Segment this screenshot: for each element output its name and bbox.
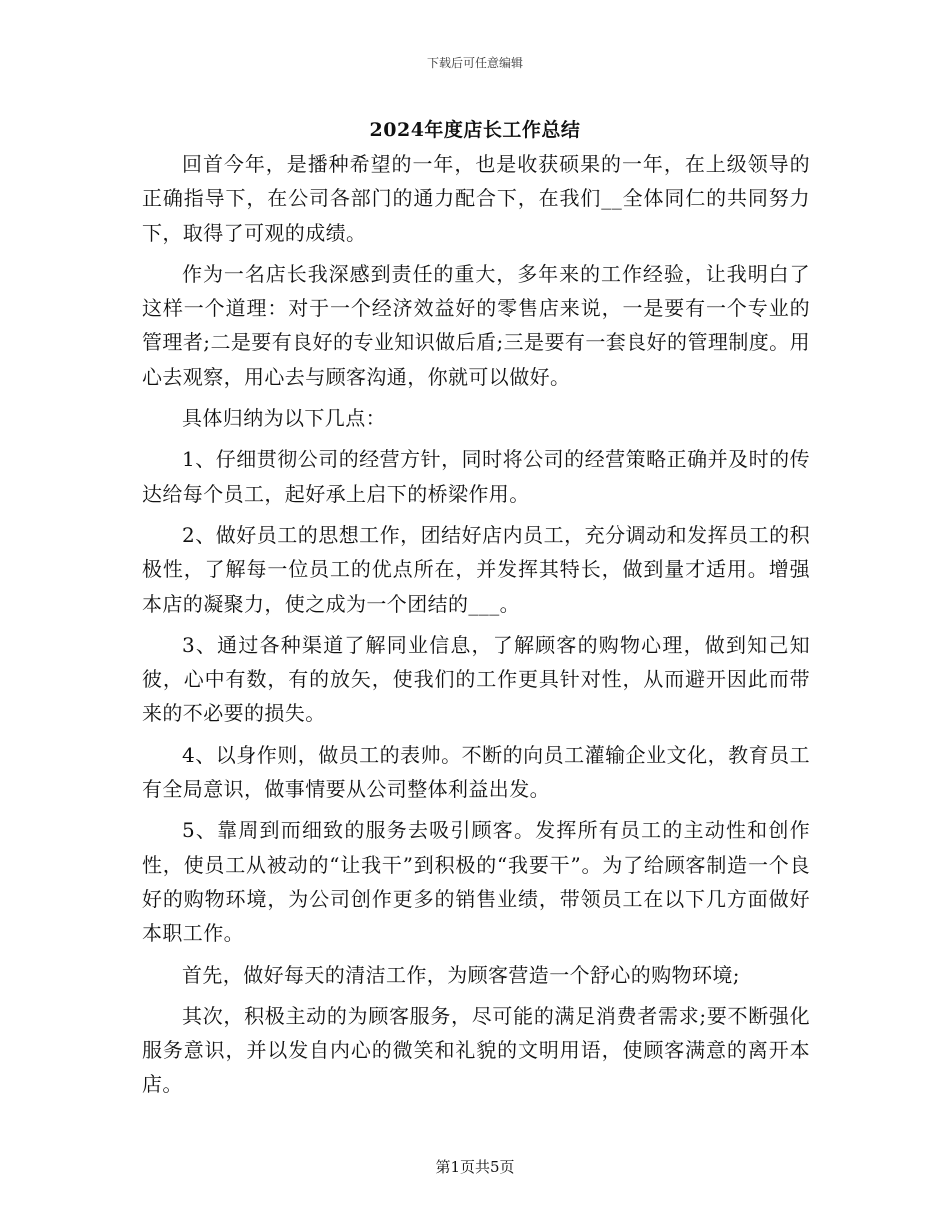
document-body: [142, 147, 810, 1109]
paragraph-first: 首先，做好每天的清洁工作，为顾客营造一个舒心的购物环境;: [182, 962, 740, 987]
paragraph-intro: 回首今年，是播种希望的一年，也是收获硕果的一年，在上级领导的正确指导下，在公司各部门的通力配合下，在我们__全体同仁的共同努力下，取得了可观的成绩。: [142, 152, 810, 245]
document-title: 2024年度店长工作总结: [369, 119, 581, 141]
paragraph-experience: 作为一名店长我深感到责任的重大，多年来的工作经验，让我明白了这样一个道理：对于一个经济效益好的零售店来说，一是要有一个专业的管理者;二是要有良好的专业知识做后盾;三是要有一套良好的管理制度。用心去观察，用心去与顾客沟通，你就可以做好。: [142, 261, 810, 389]
paragraph-point-3: 3、通过各种渠道了解同业信息，了解顾客的购物心理，做到知己知彼，心中有数，有的放矢，使我们的工作更具针对性，从而避开因此而带来的不必要的损失。: [142, 632, 810, 726]
paragraph-second: 其次，积极主动的为顾客服务，尽可能的满足消费者需求;要不断强化服务意识，并以发自内心的微笑和礼貌的文明用语，使顾客满意的离开本店。: [142, 1003, 810, 1097]
paragraph-point-2: 2、做好员工的思想工作，团结好店内员工，充分调动和发挥员工的积极性，了解每一位员工的优点所在，并发挥其特长，做到量才适用。增强本店的凝聚力，使之成为一个团结的___。: [142, 522, 810, 616]
paragraph-point-1: 1、仔细贯彻公司的经营方针，同时将公司的经营策略正确并及时的传达给每个员工，起好承上启下的桥梁作用。: [142, 447, 810, 506]
header-note: 下载后可任意编辑: [426, 56, 523, 70]
paragraph-summary-lead: 具体归纳为以下几点：: [182, 406, 386, 431]
paragraph-point-4: 4、以身作则，做员工的表帅。不断的向员工灌输企业文化，教育员工有全局意识，做事情要从公司整体利益出发。: [142, 742, 810, 802]
page-number: 第1页共5页: [435, 1158, 515, 1176]
paragraph-point-5: 5、靠周到而细致的服务去吸引顾客。发挥所有员工的主动性和创作性，使员工从被动的“让我干”到积极的“我要干”。为了给顾客制造一个良好的购物环境，为公司创作更多的销售业绩，带领员工在以下几方面做好本职工作。: [142, 818, 810, 946]
